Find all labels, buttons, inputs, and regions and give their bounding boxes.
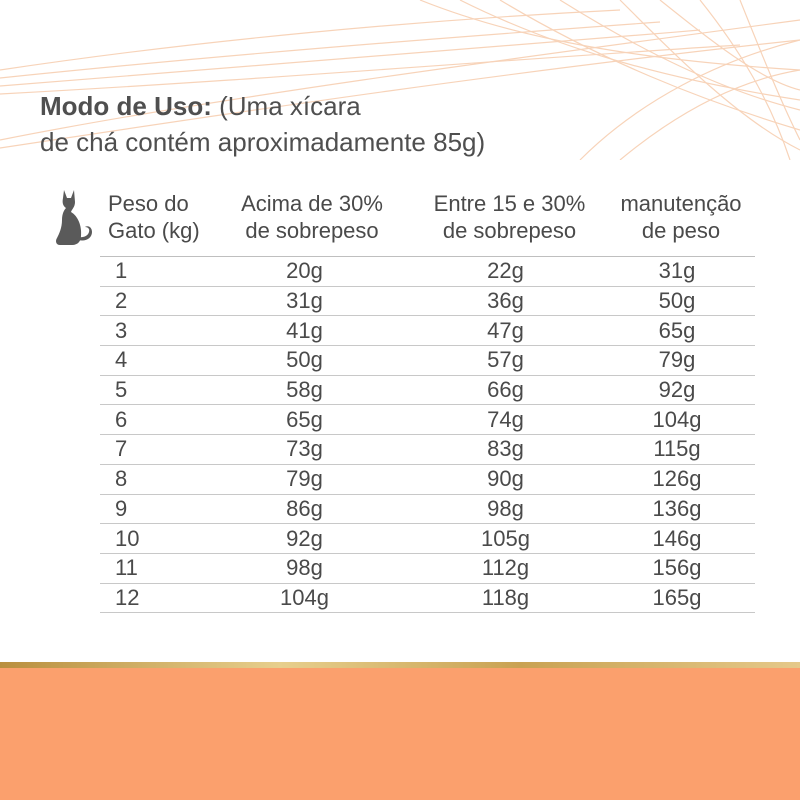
table-row [100,346,755,376]
cell-over-30: 58g [286,377,323,403]
cell-over-30: 50g [286,347,323,373]
table-row [100,376,755,406]
cell-maintenance: 126g [652,466,702,492]
cell-15-30: 98g [487,495,524,521]
cell-15-30: 22g [487,258,524,284]
cell-maintenance: 92g [658,377,696,403]
usage-title: Modo de Uso: [40,91,212,121]
cell-15-30: 36g [487,288,524,314]
cell-15-30: 112g [481,555,530,581]
cell-maintenance: 115g [653,436,701,462]
cell-weight: 9 [115,495,128,521]
cell-over-30: 79g [286,466,323,492]
usage-heading [40,88,600,160]
cell-15-30: 83g [487,436,524,462]
cell-15-30: 57g [487,347,524,373]
table-row [100,465,755,495]
cell-15-30: 118g [481,584,530,610]
usage-note-line2: de chá contém aproximadamente 85g) [40,127,486,157]
table-row [100,257,755,287]
cell-maintenance: 146g [652,525,702,551]
usage-note-line1: (Uma xícara [219,91,361,121]
cell-over-30: 31g [286,288,323,314]
cell-weight: 3 [115,317,128,343]
cell-weight: 10 [115,525,140,551]
table-row [100,495,755,525]
cell-over-30: 104g [280,584,329,610]
cell-15-30: 66g [487,377,524,403]
header-maintenance: manutenção de peso [620,191,742,243]
table-row [100,524,755,554]
cell-over-30: 92g [286,525,323,551]
cell-weight: 5 [115,377,128,403]
cell-weight: 12 [115,584,140,610]
table-row [100,584,755,614]
cell-over-30: 98g [286,555,323,581]
table-row [100,287,755,317]
cell-weight: 8 [115,466,128,492]
cell-maintenance: 79g [658,347,696,373]
cell-15-30: 74g [487,406,524,432]
cell-over-30: 65g [286,406,323,432]
cell-15-30: 90g [487,466,524,492]
cell-maintenance: 50g [658,288,696,314]
cell-over-30: 86g [286,495,323,521]
cell-weight: 2 [115,288,128,314]
cell-weight: 6 [115,406,128,432]
table-body [100,256,755,613]
cell-maintenance: 165g [652,584,702,610]
cell-maintenance: 156g [652,555,702,581]
cell-over-30: 20g [286,258,323,284]
table-header [100,190,755,256]
cell-maintenance: 136g [652,495,702,521]
cell-weight: 1 [115,258,128,284]
feeding-table [100,190,755,613]
cell-maintenance: 104g [652,406,702,432]
cell-weight: 4 [115,347,128,373]
header-over-30: Acima de 30% de sobrepeso [241,191,383,243]
table-row [100,435,755,465]
cell-over-30: 73g [286,436,323,462]
cell-weight: 11 [115,555,138,581]
header-weight: Peso do Gato (kg) [108,191,200,243]
table-row [100,405,755,435]
cell-over-30: 41g [286,317,323,343]
cell-15-30: 105g [481,525,530,551]
cell-15-30: 47g [487,317,524,343]
table-row [100,316,755,346]
table-row [100,554,755,584]
orange-footer-band [0,668,800,800]
header-15-30: Entre 15 e 30% de sobrepeso [433,191,586,243]
cell-weight: 7 [115,436,128,462]
cell-maintenance: 65g [658,317,696,343]
cell-maintenance: 31g [658,258,696,284]
cat-silhouette-icon [54,188,98,248]
